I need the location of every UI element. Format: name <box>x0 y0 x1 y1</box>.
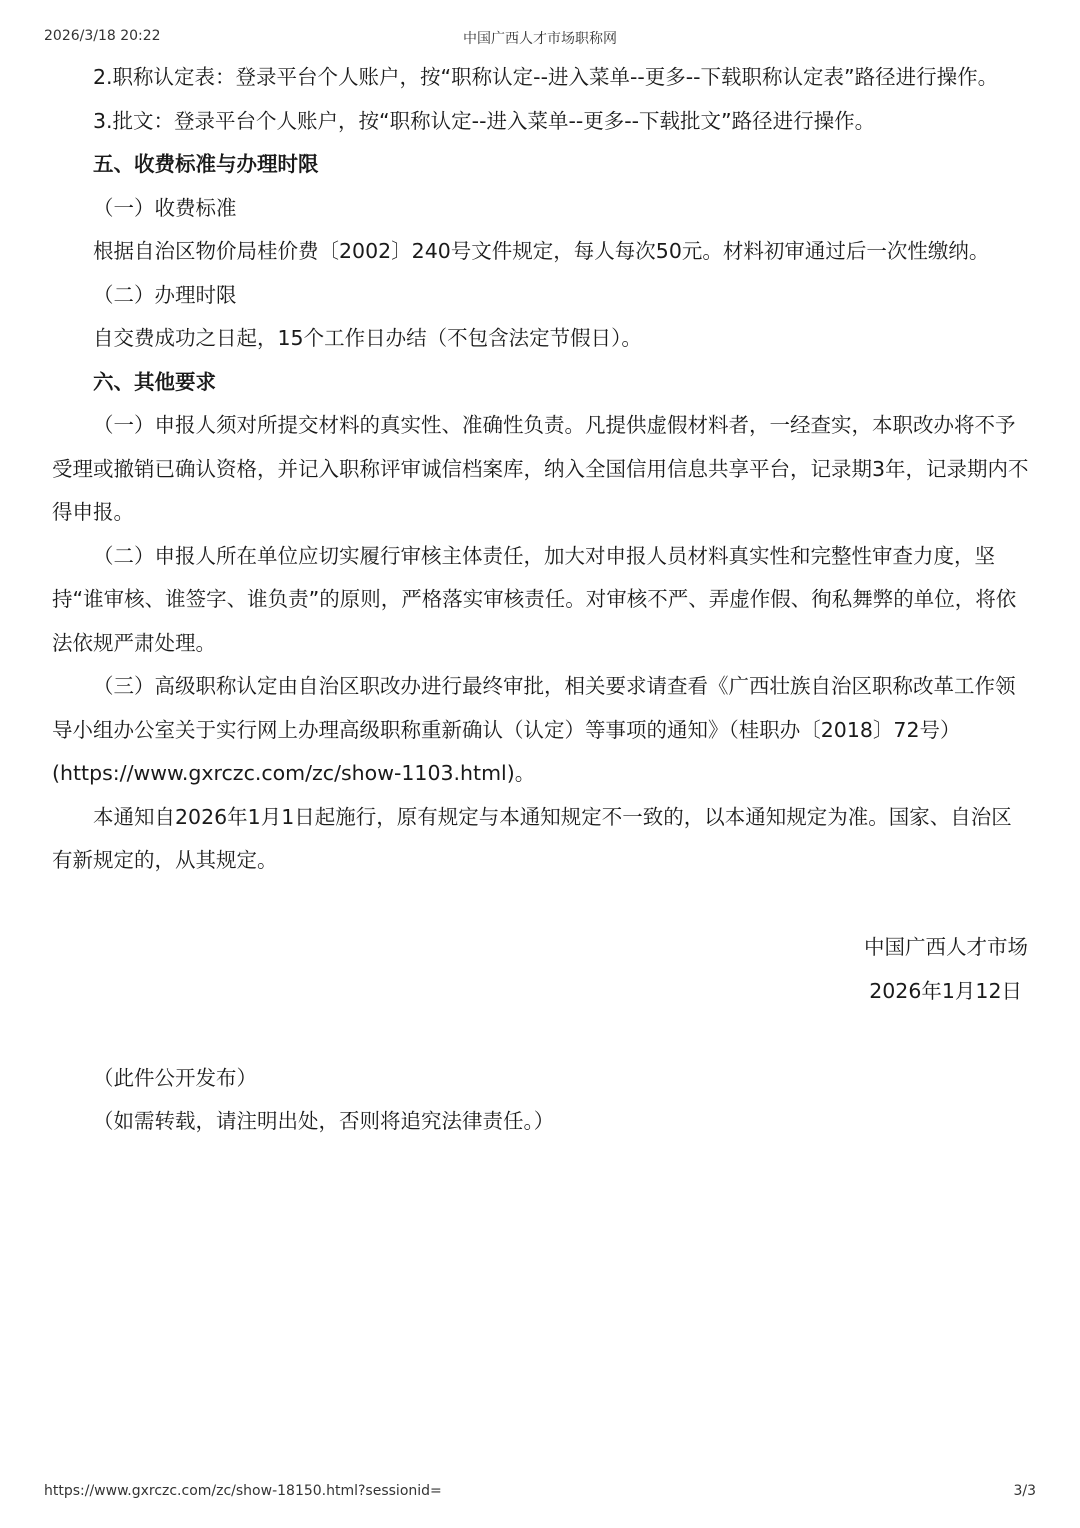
paragraph-fee-standard: 根据自治区物价局桂价费〔2002〕240号文件规定，每人每次50元。材料初审通过后一次性缴纳。 <box>93 239 990 263</box>
print-site-title: 中国广西人才市场职称网 <box>463 31 617 47</box>
paragraph-requirement-2: （二）申报人所在单位应切实履行审核主体责任，加大对申报人员材料真实性和完整性审查力度，坚持“谁审核、谁签字、谁负责”的原则，严格落实审核责任。对审核不严、弄虚作假、徇私舞弊的单位，将依法依规严肃处理。 <box>52 543 1017 655</box>
paragraph-certification-form: 2.职称认定表：登录平台个人账户，按“职称认定--进入菜单--更多--下载职称认定表”路径进行操作。 <box>93 65 999 89</box>
notes-block <box>52 1057 1032 1144</box>
reference-link[interactable]: (https://www.gxrczc.com/zc/show-1103.html) <box>52 761 515 785</box>
print-url: https://www.gxrczc.com/zc/show-18150.html?sessionid= <box>44 1483 442 1499</box>
print-footer <box>44 1483 1036 1503</box>
paragraph-requirement-1: （一）申报人须对所提交材料的真实性、准确性负责。凡提供虚假材料者，一经查实，本职改办将不予受理或撤销已确认资格，并记入职称评审诚信档案库，纳入全国信用信息共享平台，记录期3年，记录期内不得申报。 <box>52 413 1029 524</box>
paragraph-effective-date: 本通知自2026年1月1日起施行，原有规定与本通知规定不一致的，以本通知规定为准。国家、自治区有新规定的，从其规定。 <box>52 804 1012 872</box>
subheading-processing-time: （二）办理时限 <box>93 282 237 307</box>
document-body <box>52 56 1032 1144</box>
note-reprint: （如需转载，请注明出处，否则将追究法律责任。） <box>93 1109 555 1133</box>
signature-organization: 中国广西人才市场 <box>864 935 1028 959</box>
note-public-release: （此件公开发布） <box>93 1065 257 1090</box>
requirement-3-text: （三）高级职称认定由自治区职改办进行最终审批，相关要求请查看《广西壮族自治区职称改革工作领导小组办公室关于实行网上办理高级职称重新确认（认定）等事项的通知》（桂职办〔2018〕72号） <box>52 674 1016 742</box>
signature-date: 2026年1月12日 <box>869 978 1022 1003</box>
paragraph-requirement-3 <box>52 665 1032 796</box>
section-heading-other: 六、其他要求 <box>93 369 216 394</box>
subheading-fee-standard: （一）收费标准 <box>93 195 237 220</box>
paragraph-processing-time: 自交费成功之日起，15个工作日办结（不包含法定节假日）。 <box>93 326 642 350</box>
print-datetime: 2026/3/18 20:22 <box>44 28 161 44</box>
section-heading-fees: 五、收费标准与办理时限 <box>93 152 319 176</box>
signature-block <box>52 926 1032 1013</box>
print-header <box>44 28 1036 48</box>
requirement-3-end: 。 <box>514 761 536 785</box>
paragraph-approval-document: 3.批文：登录平台个人账户，按“职称认定--进入菜单--更多--下载批文”路径进行操作。 <box>93 108 876 133</box>
page-number: 3/3 <box>1013 1483 1036 1499</box>
